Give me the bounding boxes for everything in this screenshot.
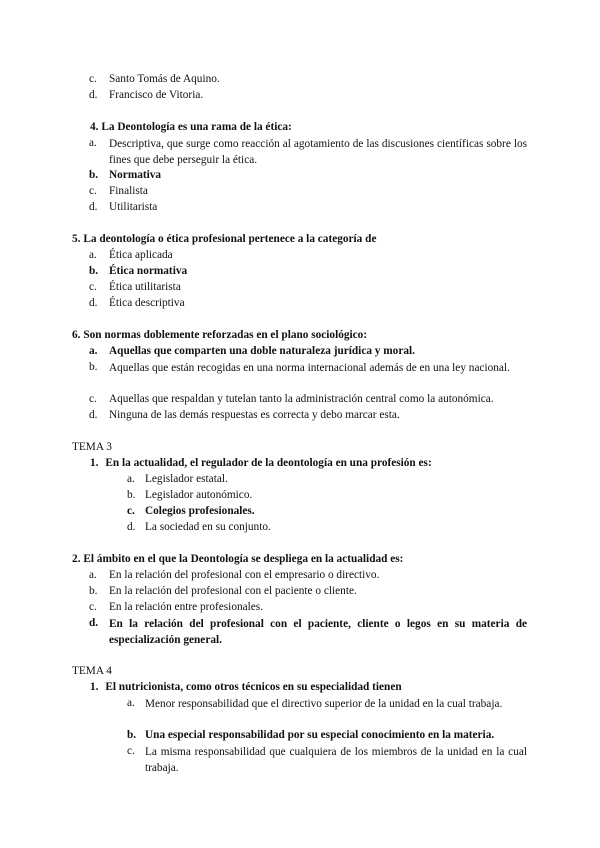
- option-marker: c.: [127, 505, 135, 517]
- option-text: Ninguna de las demás respuestas es correcta y debo marcar esta.: [109, 409, 400, 421]
- question-heading: [90, 680, 402, 695]
- question-text: La deontología o ética profesional pertenece a la categoría de: [83, 233, 377, 245]
- option-marker: c.: [89, 281, 97, 293]
- option-marker: d.: [89, 409, 98, 421]
- option-text: La sociedad en su conjunto.: [145, 521, 271, 533]
- option-marker: a.: [89, 137, 97, 149]
- option-text: Menor responsabilidad que el directivo superior de la unidad en la cual trabaja.: [145, 698, 503, 710]
- question-number: 1.: [90, 457, 99, 469]
- section-title: TEMA 3: [72, 441, 112, 453]
- option-text-correct: En la relación del profesional con el paciente, cliente o legos en su materia de especialización general.: [109, 618, 527, 646]
- option-text: La misma responsabilidad que cualquiera de los miembros de la unidad en la cual trabaja.: [145, 746, 527, 774]
- option-marker: d.: [89, 201, 98, 213]
- option-text: Aquellas que están recogidas en una norma internacional además de en una ley nacional.: [109, 362, 510, 374]
- option-text-correct: Colegios profesionales.: [145, 505, 255, 517]
- question-text: En la actualidad, el regulador de la deontología en una profesión es:: [105, 457, 432, 469]
- option-marker: b.: [89, 585, 98, 597]
- option-marker: c.: [89, 393, 97, 405]
- option-marker: b.: [89, 169, 99, 181]
- question-number: 4.: [90, 121, 99, 133]
- option-text: Descriptiva, que surge como reacción al agotamiento de las discusiones científicas sobre los fines que debe perseguir la ética.: [109, 138, 527, 166]
- question-heading: [90, 456, 432, 471]
- question-text: El nutricionista, como otros técnicos en su especialidad tienen: [105, 681, 402, 693]
- option-text: Legislador estatal.: [145, 473, 228, 485]
- section-title: TEMA 4: [72, 665, 112, 677]
- option-text: Aquellas que respaldan y tutelan tanto la administración central como la autonómica.: [109, 393, 494, 405]
- option-text: Ética utilitarista: [109, 281, 181, 293]
- question-number: 6.: [72, 329, 81, 341]
- option-marker: a.: [127, 473, 135, 485]
- question-text: Son normas doblemente reforzadas en el plano sociológico:: [83, 329, 368, 341]
- option-text: Francisco de Vitoria.: [109, 89, 204, 101]
- option-text-correct: Normativa: [109, 169, 162, 181]
- question-heading: [72, 328, 367, 343]
- option-marker: b.: [89, 361, 98, 373]
- option-text: En la relación del profesional con el empresario o directivo.: [109, 569, 380, 581]
- option-marker: d.: [89, 617, 99, 629]
- option-marker: d.: [89, 89, 98, 101]
- option-text: En la relación entre profesionales.: [109, 601, 264, 613]
- question-number: 2.: [72, 553, 81, 565]
- option-marker: b.: [127, 729, 137, 741]
- option-text: Finalista: [109, 185, 148, 197]
- question-number: 1.: [90, 681, 99, 693]
- question-text: La Deontología es una rama de la ética:: [101, 121, 292, 133]
- option-marker: a.: [127, 697, 135, 709]
- question-heading: [72, 232, 376, 247]
- option-text-correct: Una especial responsabilidad por su especial conocimiento en la materia.: [145, 729, 495, 741]
- option-text: Ética aplicada: [109, 249, 173, 261]
- option-marker: d.: [89, 297, 98, 309]
- option-marker: c.: [89, 73, 97, 85]
- option-marker: b.: [89, 265, 99, 277]
- option-text: Utilitarista: [109, 201, 158, 213]
- option-marker: c.: [89, 185, 97, 197]
- option-marker: a.: [89, 345, 98, 357]
- option-marker: b.: [127, 489, 136, 501]
- option-text: Ética descriptiva: [109, 297, 185, 309]
- option-marker: d.: [127, 521, 136, 533]
- question-text: El ámbito en el que la Deontología se despliega en la actualidad es:: [83, 553, 404, 565]
- option-text-correct: Aquellas que comparten una doble naturaleza jurídica y moral.: [109, 345, 415, 357]
- question-number: 5.: [72, 233, 81, 245]
- option-text: En la relación del profesional con el paciente o cliente.: [109, 585, 357, 597]
- option-text: Santo Tomás de Aquino.: [109, 73, 220, 85]
- option-text-correct: Ética normativa: [109, 265, 188, 277]
- option-marker: c.: [89, 601, 97, 613]
- question-heading: [72, 552, 403, 567]
- option-marker: a.: [89, 249, 97, 261]
- option-marker: c.: [127, 745, 135, 757]
- question-heading: [90, 120, 292, 135]
- option-marker: a.: [89, 569, 97, 581]
- option-text: Legislador autonómico.: [145, 489, 253, 501]
